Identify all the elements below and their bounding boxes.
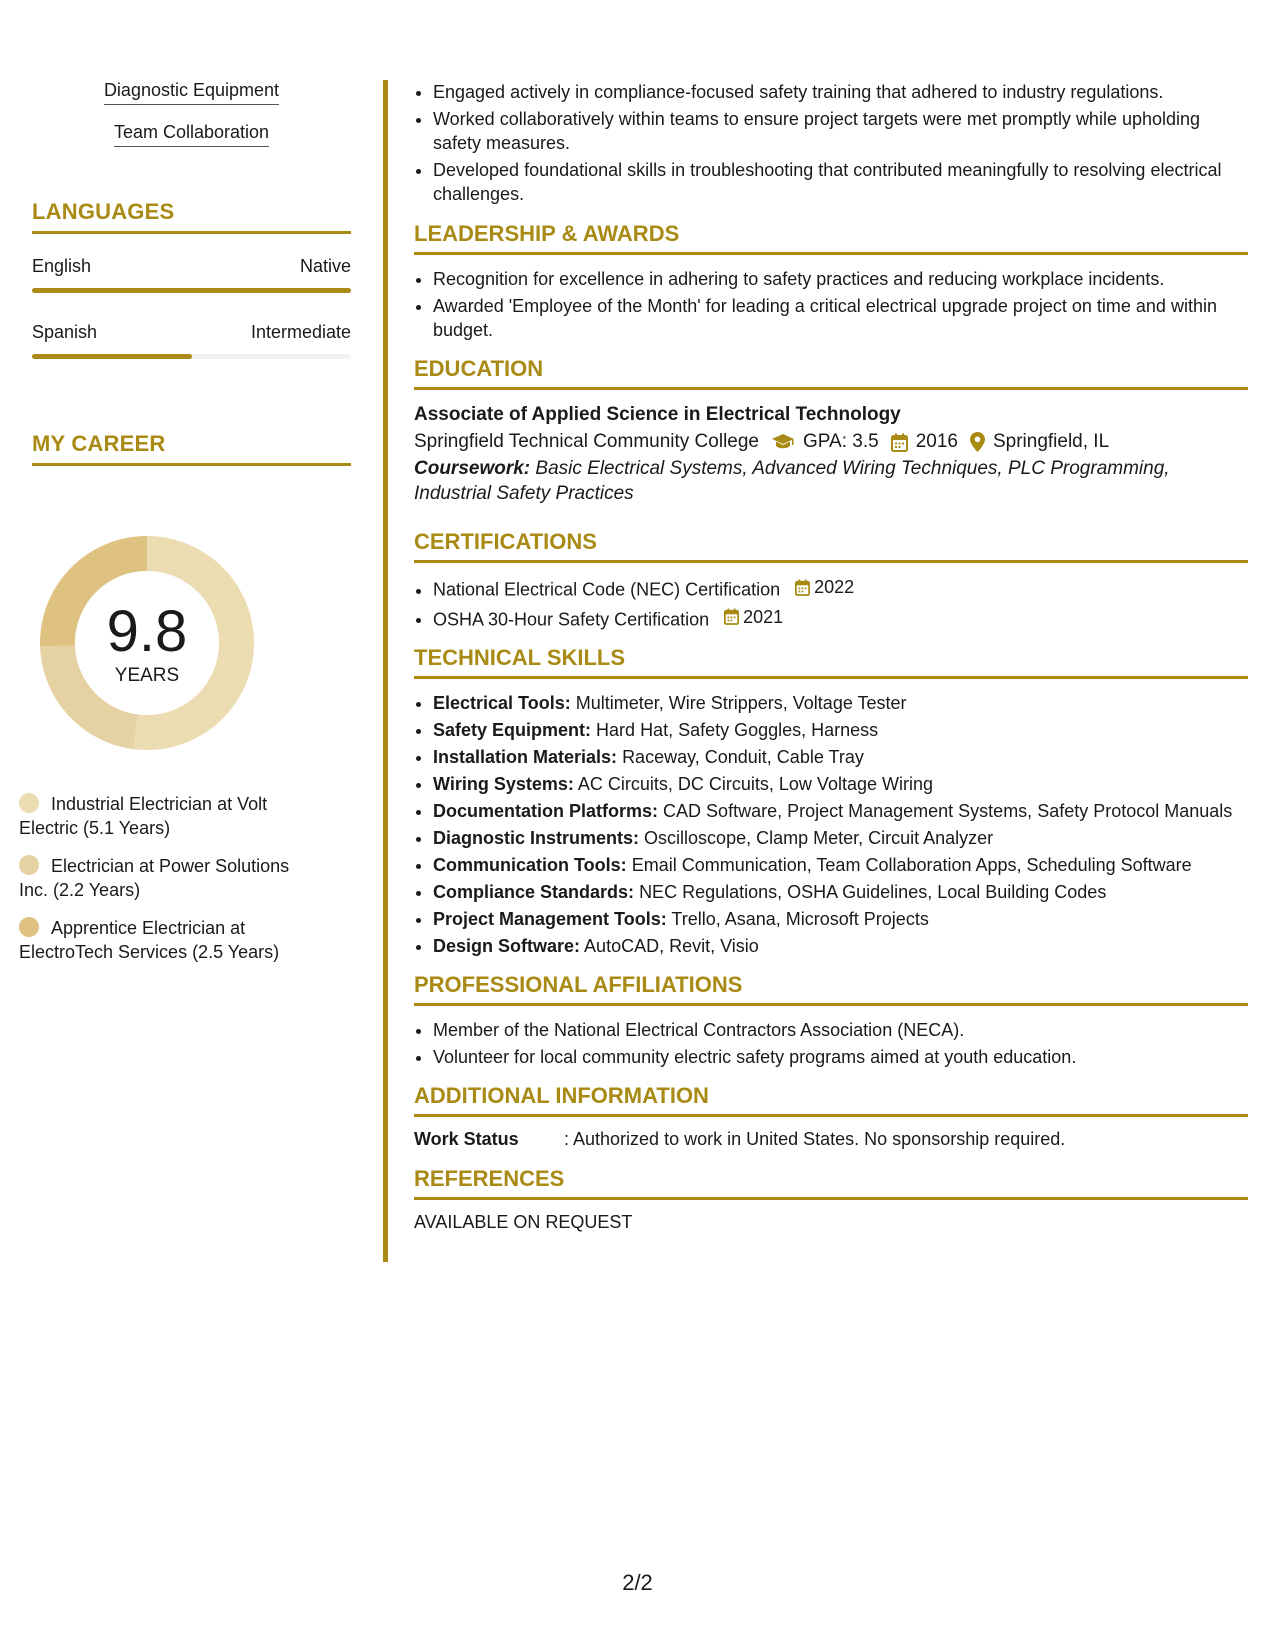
skill-label: Communication Tools: bbox=[433, 855, 627, 875]
career-total-unit: YEARS bbox=[114, 665, 180, 686]
skill-label: Project Management Tools: bbox=[433, 909, 667, 929]
language-proficiency-bar bbox=[32, 354, 351, 359]
career-total-years: 9.8 bbox=[106, 599, 188, 664]
skill-tag: Team Collaboration bbox=[114, 122, 269, 147]
right-column bbox=[414, 80, 1248, 1233]
technical-skills-heading: TECHNICAL SKILLS bbox=[414, 645, 1248, 679]
list-item bbox=[433, 880, 1248, 904]
legend-dot-icon bbox=[19, 917, 39, 937]
references-text: AVAILABLE ON REQUEST bbox=[414, 1212, 633, 1232]
additional-info-heading: ADDITIONAL INFORMATION bbox=[414, 1083, 1248, 1117]
legend-dot-icon bbox=[19, 855, 39, 875]
career-legend-item bbox=[19, 792, 319, 840]
list-item bbox=[433, 772, 1248, 796]
graduation-cap-icon bbox=[771, 433, 795, 451]
list-item bbox=[433, 826, 1248, 850]
list-item: • Recognition for excellence in adhering to safety practices and reducing workplace incidents. bbox=[433, 267, 1248, 291]
skill-value: Multimeter, Wire Strippers, Voltage Tester bbox=[575, 693, 907, 713]
list-item bbox=[433, 745, 1248, 769]
list-item: • Engaged actively in compliance-focused safety training that adhered to industry regulations. bbox=[433, 80, 1248, 104]
work-status-value: : Authorized to work in United States. No sponsorship required. bbox=[564, 1129, 1066, 1149]
location-pin-icon bbox=[970, 432, 985, 452]
career-legend-item bbox=[19, 854, 319, 902]
work-status-label: Work Status bbox=[414, 1129, 519, 1149]
technical-skills-list bbox=[414, 691, 1248, 958]
skill-value: NEC Regulations, OSHA Guidelines, Local Building Codes bbox=[639, 882, 1107, 902]
list-item bbox=[433, 691, 1248, 715]
skill-value: Hard Hat, Safety Goggles, Harness bbox=[596, 720, 879, 740]
list-item: • Volunteer for local community electric safety programs aimed at youth education. bbox=[433, 1045, 1248, 1069]
list-item bbox=[433, 853, 1248, 877]
skill-label: Compliance Standards: bbox=[433, 882, 635, 902]
coursework-text: Basic Electrical Systems, Advanced Wiring Techniques, PLC Programming, Industrial Safety Practices bbox=[414, 458, 1170, 504]
list-item bbox=[433, 605, 1248, 632]
cert-year: 2022 bbox=[814, 577, 855, 597]
skill-value: Oscilloscope, Clamp Meter, Circuit Analyzer bbox=[644, 828, 994, 848]
list-item: • Developed foundational skills in troubleshooting that contributed meaningfully to resolving electrical challenges. bbox=[433, 158, 1248, 206]
skill-tag: Diagnostic Equipment bbox=[104, 80, 279, 105]
gpa: GPA: 3.5 bbox=[803, 431, 879, 452]
calendar-icon bbox=[891, 433, 908, 452]
experience-bullets bbox=[414, 80, 1248, 206]
affiliations-heading: PROFESSIONAL AFFILIATIONS bbox=[414, 972, 1248, 1006]
language-spanish bbox=[32, 322, 351, 359]
skill-value: CAD Software, Project Management Systems, Safety Protocol Manuals bbox=[663, 801, 1233, 821]
career-legend-label: Electrician at Power Solutions Inc. (2.2 Years) bbox=[19, 856, 290, 900]
career-legend-label: Industrial Electrician at Volt Electric (5.1 Years) bbox=[19, 794, 268, 838]
language-english bbox=[32, 256, 351, 293]
list-item bbox=[433, 718, 1248, 742]
cert-year: 2021 bbox=[743, 606, 784, 627]
language-proficiency-fill bbox=[32, 354, 192, 359]
skill-value: AC Circuits, DC Circuits, Low Voltage Wiring bbox=[577, 774, 933, 794]
skill-label: Electrical Tools: bbox=[433, 693, 571, 713]
list-item bbox=[433, 575, 1248, 602]
school-location: Springfield, IL bbox=[992, 431, 1110, 452]
list-item: • Member of the National Electrical Contractors Association (NECA). bbox=[433, 1018, 1248, 1042]
skill-value: Raceway, Conduit, Cable Tray bbox=[622, 747, 864, 767]
career-legend-label: Apprentice Electrician at ElectroTech Services (2.5 Years) bbox=[19, 918, 280, 962]
languages-heading: LANGUAGES bbox=[32, 199, 351, 234]
skill-label: Documentation Platforms: bbox=[433, 801, 659, 821]
leadership-heading: LEADERSHIP & AWARDS bbox=[414, 221, 1248, 255]
career-donut-chart bbox=[35, 531, 259, 755]
education-meta bbox=[414, 428, 1248, 456]
leadership-list bbox=[414, 267, 1248, 342]
language-level: Native bbox=[299, 256, 351, 276]
skill-label: Diagnostic Instruments: bbox=[433, 828, 640, 848]
skill-value: AutoCAD, Revit, Visio bbox=[584, 936, 759, 956]
language-level: Intermediate bbox=[250, 322, 351, 342]
skill-label: Safety Equipment: bbox=[433, 720, 592, 740]
list-item bbox=[433, 907, 1248, 931]
graduation-year: 2016 bbox=[915, 431, 958, 452]
list-item: • Worked collaboratively within teams to ensure project targets were met promptly while upholding safety measures. bbox=[433, 107, 1248, 155]
certifications-list bbox=[414, 575, 1248, 631]
language-name: Spanish bbox=[32, 322, 98, 342]
coursework-label: Coursework: bbox=[414, 458, 531, 479]
language-name: English bbox=[32, 256, 92, 276]
column-divider bbox=[383, 80, 388, 1262]
calendar-icon bbox=[795, 579, 810, 596]
career-legend-item bbox=[19, 916, 319, 964]
page-number: 2/2 bbox=[622, 1570, 653, 1595]
work-status-row bbox=[414, 1129, 1248, 1150]
skill-label: Wiring Systems: bbox=[433, 774, 574, 794]
list-item: • Awarded 'Employee of the Month' for leading a critical electrical upgrade project on time and within budget. bbox=[433, 294, 1248, 342]
language-proficiency-bar bbox=[32, 288, 351, 293]
cert-name: National Electrical Code (NEC) Certification bbox=[433, 579, 781, 600]
skill-label: Installation Materials: bbox=[433, 747, 618, 767]
skill-label: Design Software: bbox=[433, 936, 581, 956]
skill-value: Email Communication, Team Collaboration Apps, Scheduling Software bbox=[631, 855, 1192, 875]
references-heading: REFERENCES bbox=[414, 1166, 1248, 1200]
calendar-icon bbox=[724, 608, 739, 625]
list-item bbox=[433, 934, 1248, 958]
legend-dot-icon bbox=[19, 793, 39, 813]
coursework bbox=[414, 456, 1248, 506]
affiliations-list bbox=[414, 1018, 1248, 1069]
career-legend bbox=[19, 792, 319, 978]
skill-value: Trello, Asana, Microsoft Projects bbox=[671, 909, 929, 929]
list-item bbox=[433, 799, 1248, 823]
cert-name: OSHA 30-Hour Safety Certification bbox=[433, 609, 710, 629]
education-heading: EDUCATION bbox=[414, 356, 1248, 390]
career-heading: MY CAREER bbox=[32, 431, 351, 466]
school-name: Springfield Technical Community College bbox=[414, 431, 759, 452]
degree-title: Associate of Applied Science in Electrical Technology bbox=[414, 404, 901, 425]
language-proficiency-fill bbox=[32, 288, 351, 293]
certifications-heading: CERTIFICATIONS bbox=[414, 529, 1248, 563]
left-column bbox=[32, 80, 351, 466]
